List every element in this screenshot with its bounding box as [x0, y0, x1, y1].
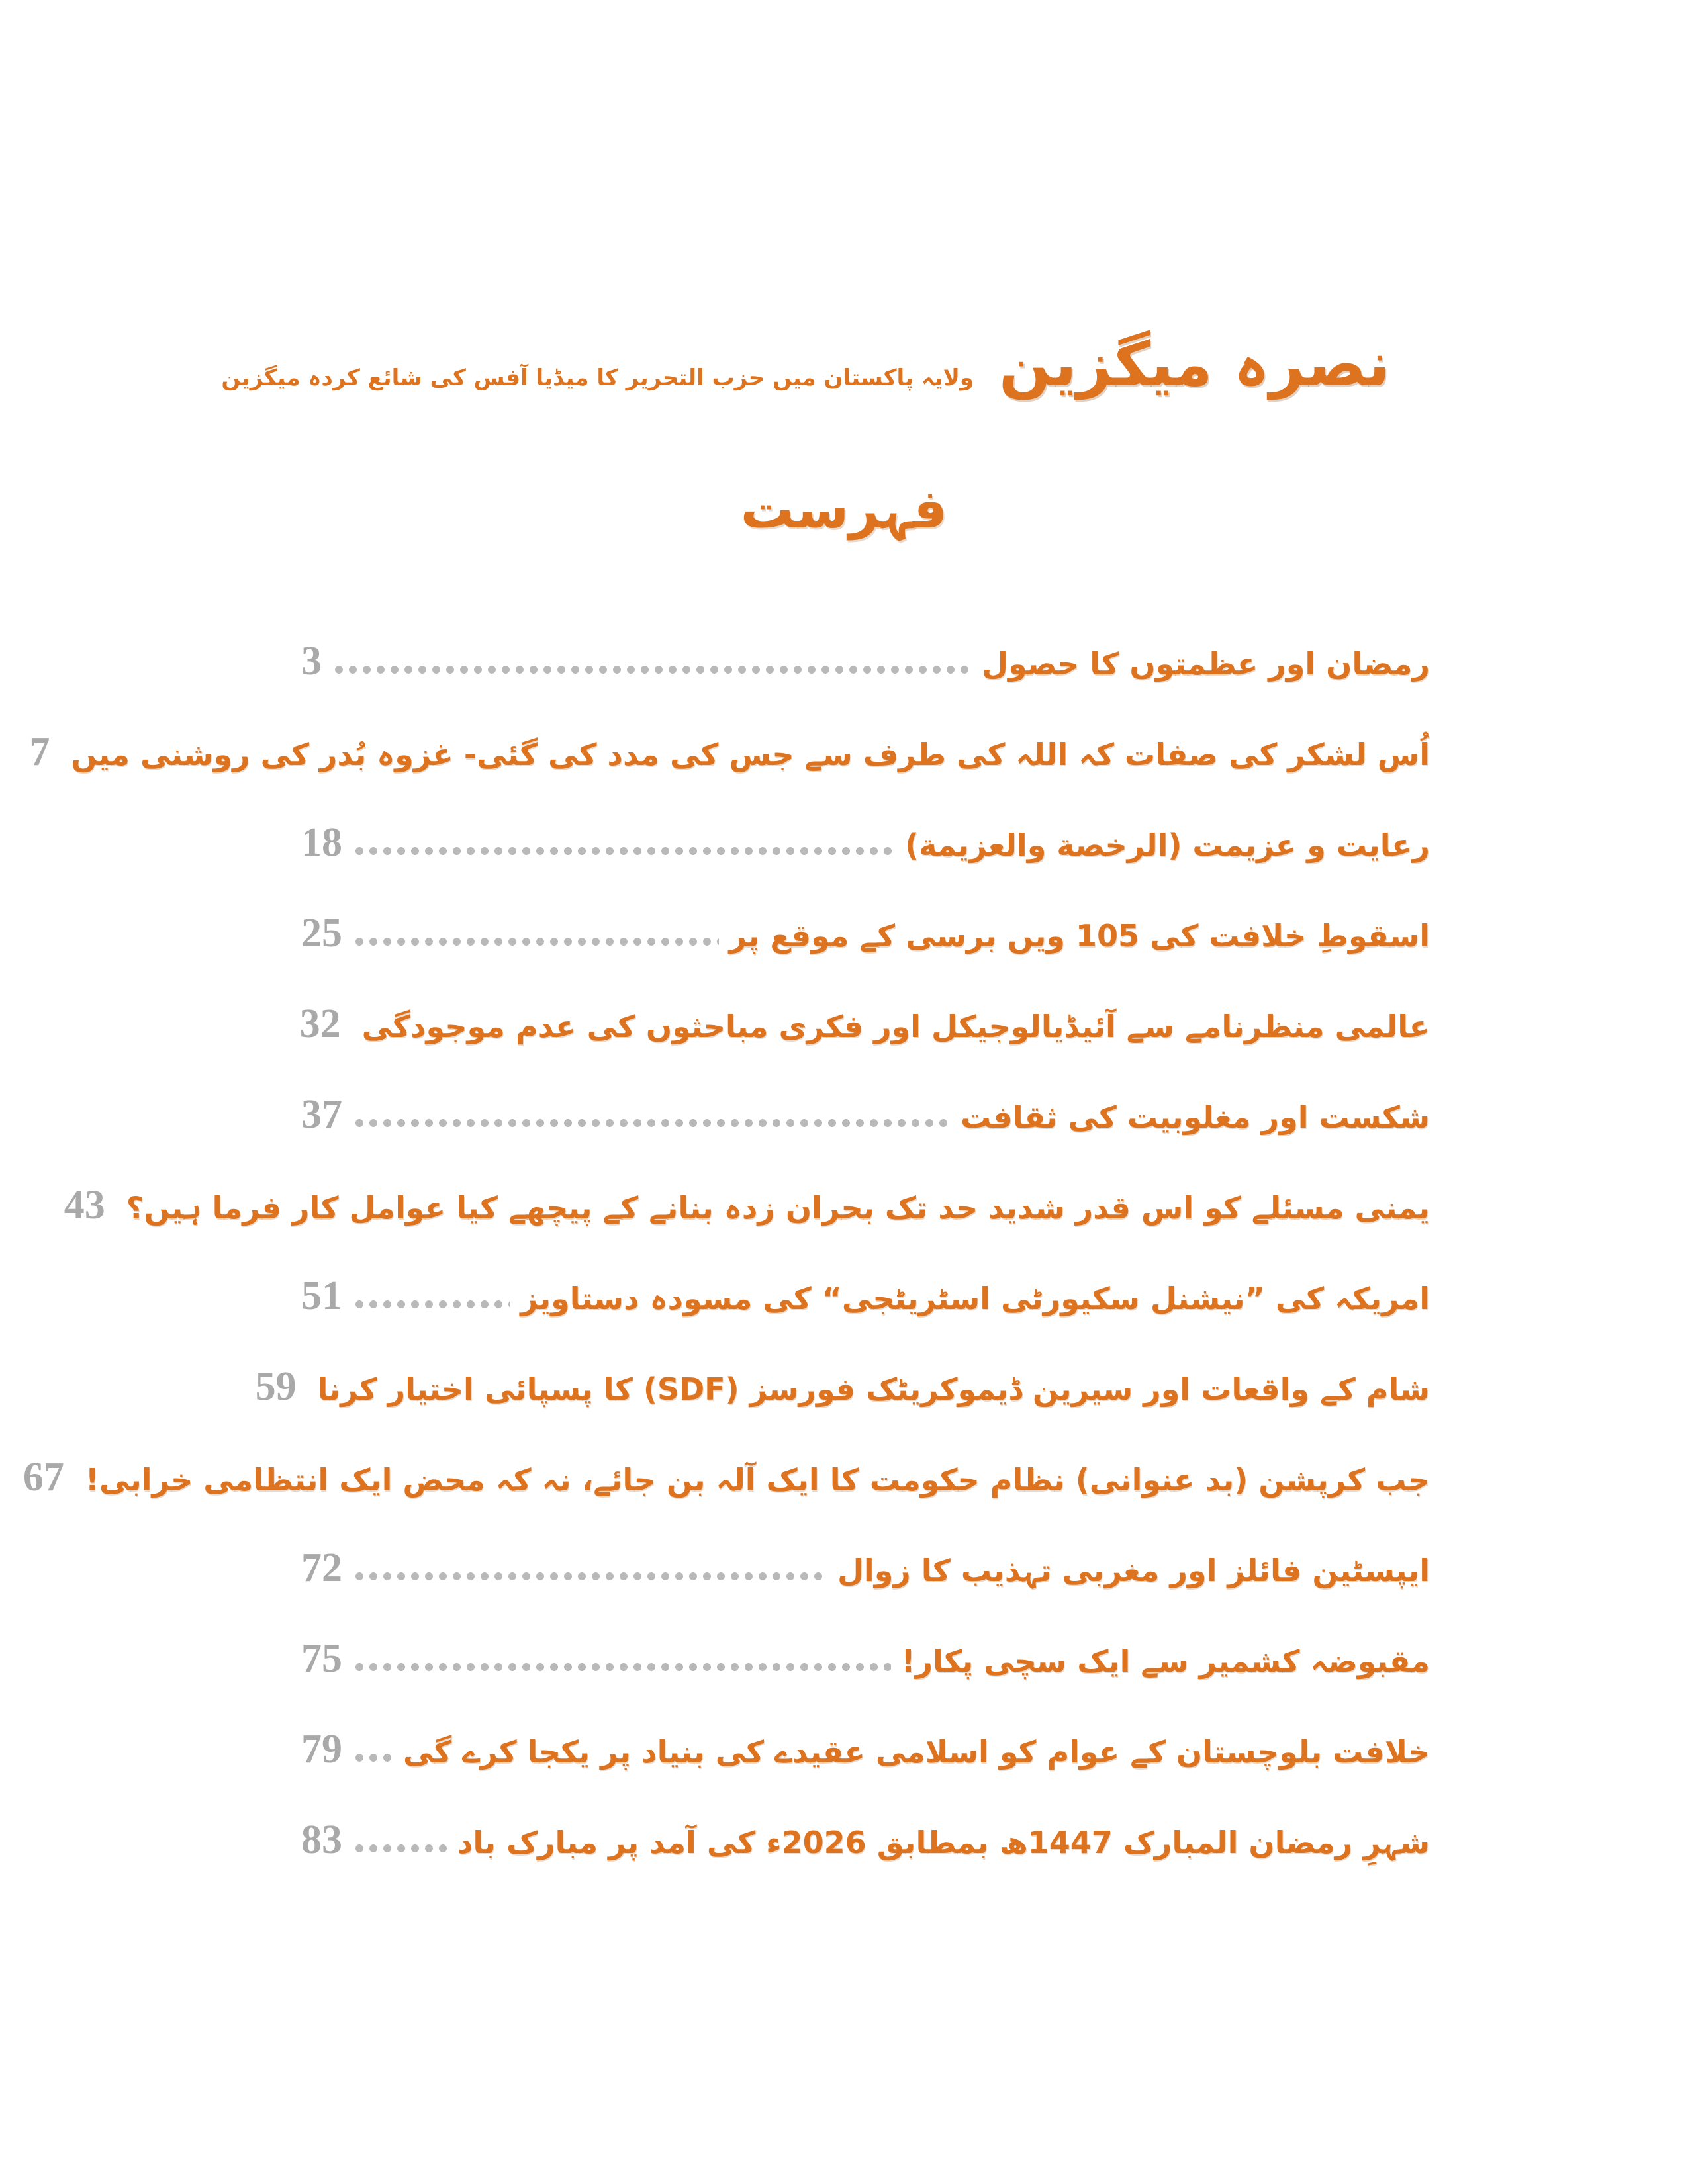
- magazine-title: نصرہ میگزین: [999, 329, 1390, 400]
- toc-page-number: 25: [301, 911, 342, 956]
- toc-entry-title: جب کرپشن (بد عنوانی) نظام حکومت کا ایک آلہ بن جائے، نہ کہ محض ایک انتظامی خرابی!: [85, 1462, 1430, 1498]
- toc-row: [301, 913, 1430, 1003]
- dotted-leader: [353, 1844, 447, 1853]
- magazine-subtitle: ولایہ پاکستان میں حزب التحریر کا میڈیا آفس کی شائع کردہ میگزین: [221, 365, 974, 391]
- toc-entry-title: اسقوطِ خلافت کی 105 ویں برسی کے موقع پر: [729, 918, 1430, 954]
- toc-row: [301, 1638, 1430, 1729]
- toc-page-number: 67: [23, 1455, 64, 1500]
- toc-row: [301, 1819, 1430, 1910]
- toc-heading: فہرست: [740, 478, 948, 540]
- toc-row: [29, 729, 1430, 822]
- dotted-leader: [353, 1753, 393, 1762]
- toc-row: [64, 1183, 1430, 1275]
- toc-entry-title: مقبوضہ کشمیر سے ایک سچی پکار!: [901, 1643, 1430, 1679]
- masthead: [221, 329, 1390, 400]
- toc-entry-title: رعایت و عزیمت (الرخصة والعزیمة): [905, 827, 1430, 863]
- toc-page-number: 59: [255, 1364, 297, 1409]
- toc-page-number: 83: [301, 1817, 342, 1862]
- toc-entry-title: عالمی منظرنامے سے آئیڈیالوجیکل اور فکری مباحثوں کی عدم موجودگی: [361, 1009, 1430, 1044]
- toc-page-number: 18: [301, 820, 342, 865]
- toc-entry-title: یمنی مسئلے کو اس قدر شدید حد تک بحران زدہ بنانے کے پیچھے کیا عوامل کار فرما ہیں؟: [126, 1190, 1430, 1226]
- toc-entry-title: شام کے واقعات اور سیرین ڈیموکریٹک فورسز (SDF) کا پسپائی اختیار کرنا: [317, 1371, 1430, 1407]
- dotted-leader: [353, 1662, 891, 1672]
- toc-entry-title: رمضان اور عظمتوں کا حصول: [982, 646, 1430, 682]
- toc-entry-title: شکست اور مغلوبیت کی ثقافت: [961, 1099, 1430, 1135]
- toc-page-number: 72: [301, 1545, 342, 1590]
- toc-entry-title: امریکہ کی ”نیشنل سکیورٹی اسٹریٹجی“ کی مسودہ دستاویز: [520, 1281, 1430, 1316]
- toc-page-number: 3: [301, 639, 322, 684]
- dotted-leader: [353, 1572, 827, 1581]
- toc-page-number: 51: [301, 1273, 342, 1318]
- toc-row: [301, 1094, 1430, 1185]
- toc-row: [301, 822, 1430, 913]
- dotted-leader: [353, 1118, 950, 1128]
- toc-page-number: 7: [29, 729, 50, 774]
- toc-row: [301, 641, 1430, 731]
- toc-list: [23, 639, 1430, 1910]
- toc-entry-title: اُس لشکر کی صفات کہ اللہ کی طرف سے جس کی مدد کی گئی- غزوہ بُدر کی روشنی میں: [71, 737, 1430, 772]
- toc-row: [23, 1455, 1430, 1547]
- toc-row: [301, 1547, 1430, 1638]
- toc-page-number: 43: [64, 1183, 105, 1228]
- toc-row: [255, 1364, 1430, 1457]
- dotted-leader: [353, 846, 894, 856]
- toc-page-number: 37: [301, 1092, 342, 1137]
- dotted-leader: [332, 665, 971, 674]
- toc-entry-title: شہرِ رمضان المبارک 1447ھ بمطابق 2026ء کی آمد پر مبارک باد: [457, 1825, 1430, 1860]
- toc-entry-title: خلافت بلوچستان کے عوام کو اسلامی عقیدے کی بنیاد پر یکجا کرے گی: [403, 1734, 1430, 1770]
- toc-entry-title: ایپسٹین فائلز اور مغربی تہذیب کا زوال: [837, 1553, 1430, 1588]
- toc-row: [301, 1275, 1430, 1366]
- toc-page-number: 79: [301, 1727, 342, 1772]
- dotted-leader: [353, 937, 719, 946]
- toc-row: [301, 1003, 1430, 1094]
- dotted-leader: [353, 1300, 510, 1309]
- toc-row: [301, 1729, 1430, 1819]
- toc-page-number: 32: [299, 1001, 341, 1046]
- toc-page-number: 75: [301, 1636, 342, 1681]
